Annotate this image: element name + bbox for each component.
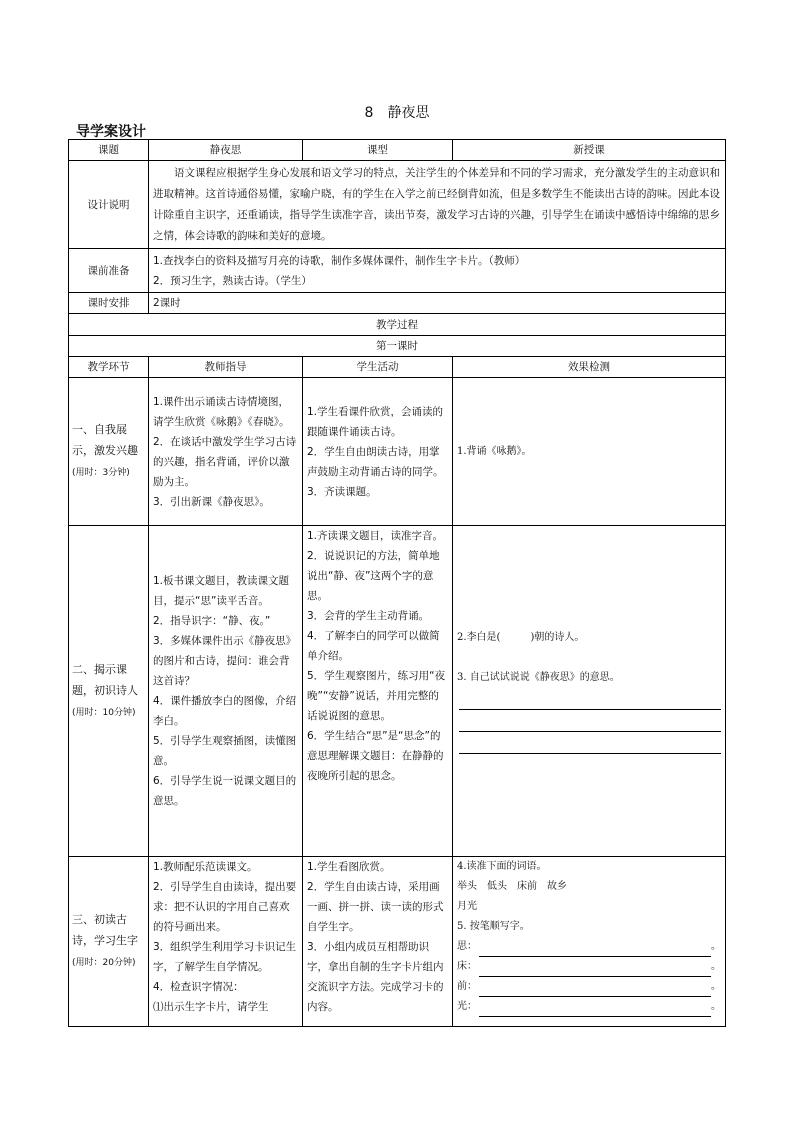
stroke-order-line[interactable]: 床： 。 [457, 957, 721, 977]
col-header-stage: 教学环节 [69, 357, 149, 378]
list-item: 1.教师配乐范读课文。 [153, 861, 258, 873]
char-label: 前： [457, 981, 477, 992]
col-header-check: 效果检测 [453, 357, 726, 378]
list-item: 1.板书课文题目，教读课文题目，提示“思”读平舌音。 [153, 575, 290, 607]
stage-2-name: 二、揭示课题，初识诗人 [72, 662, 138, 697]
list-item: 3．会背的学生主动背诵。 [307, 610, 430, 622]
list-item: 3．齐读课题。 [307, 485, 377, 498]
check-item: 4.读准下面的词语。 [457, 861, 547, 872]
answer-line[interactable] [457, 710, 721, 732]
hours-label: 课时安排 [69, 293, 149, 314]
check-item: 3. 自己试试说说《静夜思》的意思。 [457, 672, 620, 683]
list-item: 1.课件出示诵读古诗情境图，请学生欣赏《咏鹅》《春晓》。 [153, 395, 290, 428]
list-item: 4．课件播放李白的图像，介绍李白。 [153, 695, 297, 727]
info-row-prep [69, 249, 726, 293]
lesson-header-row [69, 336, 726, 357]
lesson-label: 第一课时 [69, 336, 726, 357]
topic-value: 静夜思 [149, 140, 303, 161]
list-item: 6．引导学生说一说课文题目的意思。 [153, 775, 297, 807]
type-value: 新授课 [453, 140, 726, 161]
stage-1-teacher [149, 378, 303, 526]
col-header-teacher: 教师指导 [149, 357, 303, 378]
check-item: 5. 按笔顺写字。 [457, 921, 530, 932]
list-item: 2．学生自由朗读古诗，用掌声鼓励主动背诵古诗的同学。 [307, 445, 444, 478]
check-item: 1.背诵《咏鹅》。 [457, 445, 532, 457]
list-item: 4．检查识字情况： [153, 981, 244, 993]
char-label: 思： [457, 941, 477, 952]
stage-3-time: (用时：20分钟) [72, 958, 136, 968]
list-item: 3．组织学生利用学习卡识记生字，了解学生自学情况。 [153, 941, 297, 973]
lesson-title: 8 静夜思 [364, 105, 430, 121]
stage-row-1 [69, 378, 726, 526]
lesson-plan-table [68, 139, 726, 1027]
info-row-topic [69, 140, 726, 161]
list-item: 5．学生观察图片，练习用“夜晚”“安静”说话，并用完整的话说说图的意思。 [307, 670, 446, 722]
info-row-design [69, 161, 726, 249]
stage-3-name-cell [69, 857, 149, 1027]
list-item: 6．学生结合“思”是“思念”的意思理解课文题目：在静静的夜晚所引起的思念。 [307, 730, 444, 782]
stage-1-name-cell [69, 378, 149, 526]
stage-2-time: (用时：10分钟) [72, 707, 136, 718]
prep-label: 课前准备 [69, 249, 149, 293]
section-subtitle: 导学案设计 [76, 124, 146, 140]
list-item: 2．在谈话中激发学生学习古诗的兴趣，指名背诵，评价以激励为主。 [153, 435, 297, 488]
design-text: 语文课程应根据学生身心发展和语文学习的特点，关注学生的个体差异和不同的学习需求，充分激发学生的主动意识和进取精神。这首诗通俗易懂，家喻户晓，有的学生在入学之前已经倒背如流，但是多数学生不能读出古诗的韵味。因此本设计除重自主识字，还重诵读，指导学生读准字音，读出节奏，激发学习古诗的兴趣，引导学生在诵读中感悟诗中绵绵的思乡之情，体会诗歌的韵味和美好的意境。 [149, 161, 726, 249]
stage-1-student [303, 378, 453, 526]
char-label: 床： [457, 961, 477, 972]
stage-3-teacher [149, 857, 303, 1027]
list-item: 2．学生自由读古诗，采用画一画、拼一拼、读一读的形式自学生字。 [307, 881, 444, 933]
stage-3-name: 三、初读古诗，学习生字 [72, 913, 138, 947]
stroke-order-line[interactable]: 思： 。 [457, 937, 721, 957]
answer-line[interactable] [457, 688, 721, 710]
stage-1-time: (用时：3分钟) [72, 468, 130, 478]
list-item: 4．了解李白的同学可以做简单介绍。 [307, 630, 440, 662]
stage-2-student [303, 526, 453, 857]
info-row-hours [69, 293, 726, 314]
process-header-row [69, 314, 726, 336]
check-item: 2.李白是( )朝的诗人。 [457, 632, 585, 643]
list-item: 2．指导识字：“静、夜。” [153, 615, 271, 627]
list-item: 2．说说识记的方法，简单地说出“静、夜”这两个字的意思。 [307, 550, 440, 602]
stage-3-student [303, 857, 453, 1027]
stage-2-teacher [149, 526, 303, 857]
stage-row-3 [69, 857, 726, 1027]
stage-2-name-cell [69, 526, 149, 857]
stage-2-check [453, 526, 726, 857]
hours-value: 2课时 [149, 293, 726, 314]
stroke-order-line[interactable]: 光： 。 [457, 997, 721, 1017]
col-header-student: 学生活动 [303, 357, 453, 378]
process-label: 教学过程 [69, 314, 726, 336]
list-item: 3．多媒体课件出示《静夜思》的图片和古诗，提问：谁会背这首诗？ [153, 635, 297, 687]
list-item: 3．引出新课《静夜思》。 [153, 495, 270, 508]
answer-line[interactable] [457, 732, 721, 754]
type-label: 课型 [303, 140, 453, 161]
char-label: 光： [457, 1001, 477, 1012]
word-list: 举头 低头 床前 故乡 [457, 881, 567, 892]
prep-cell [149, 249, 726, 293]
list-item: 5．引导学生观察插图，读懂图意。 [153, 735, 297, 767]
list-item: 1.学生看图欣赏。 [307, 861, 391, 873]
list-item: 2．引导学生自由读诗，提出要求：把不认识的字用自己喜欢的符号画出来。 [153, 881, 297, 933]
stage-3-check [453, 857, 726, 1027]
prep-line-2: 2．预习生字，熟读古诗。（学生） [153, 274, 312, 287]
stage-1-name: 一、自我展示，激发兴趣 [72, 423, 138, 457]
word-list: 月光 [457, 901, 477, 912]
column-header-row [69, 357, 726, 378]
stroke-order-line[interactable]: 前： 。 [457, 977, 721, 997]
list-item: 1.学生看课件欣赏，会诵读的跟随课件诵读古诗。 [307, 405, 444, 438]
list-item: 1.齐读课文题目，读准字音。 [307, 530, 444, 542]
stage-1-check [453, 378, 726, 526]
stage-row-2 [69, 526, 726, 857]
prep-line-1: 1.查找李白的资料及描写月亮的诗歌，制作多媒体课件，制作生字卡片。（教师） [153, 254, 526, 267]
list-item: ⑴出示生字卡片，请学生 [153, 1001, 269, 1013]
list-item: 3．小组内成员互相帮助识字，拿出自制的生字卡片组内交流识字方法。完成学习卡的内容。 [307, 941, 444, 1013]
design-label: 设计说明 [69, 161, 149, 249]
topic-label: 课题 [69, 140, 149, 161]
